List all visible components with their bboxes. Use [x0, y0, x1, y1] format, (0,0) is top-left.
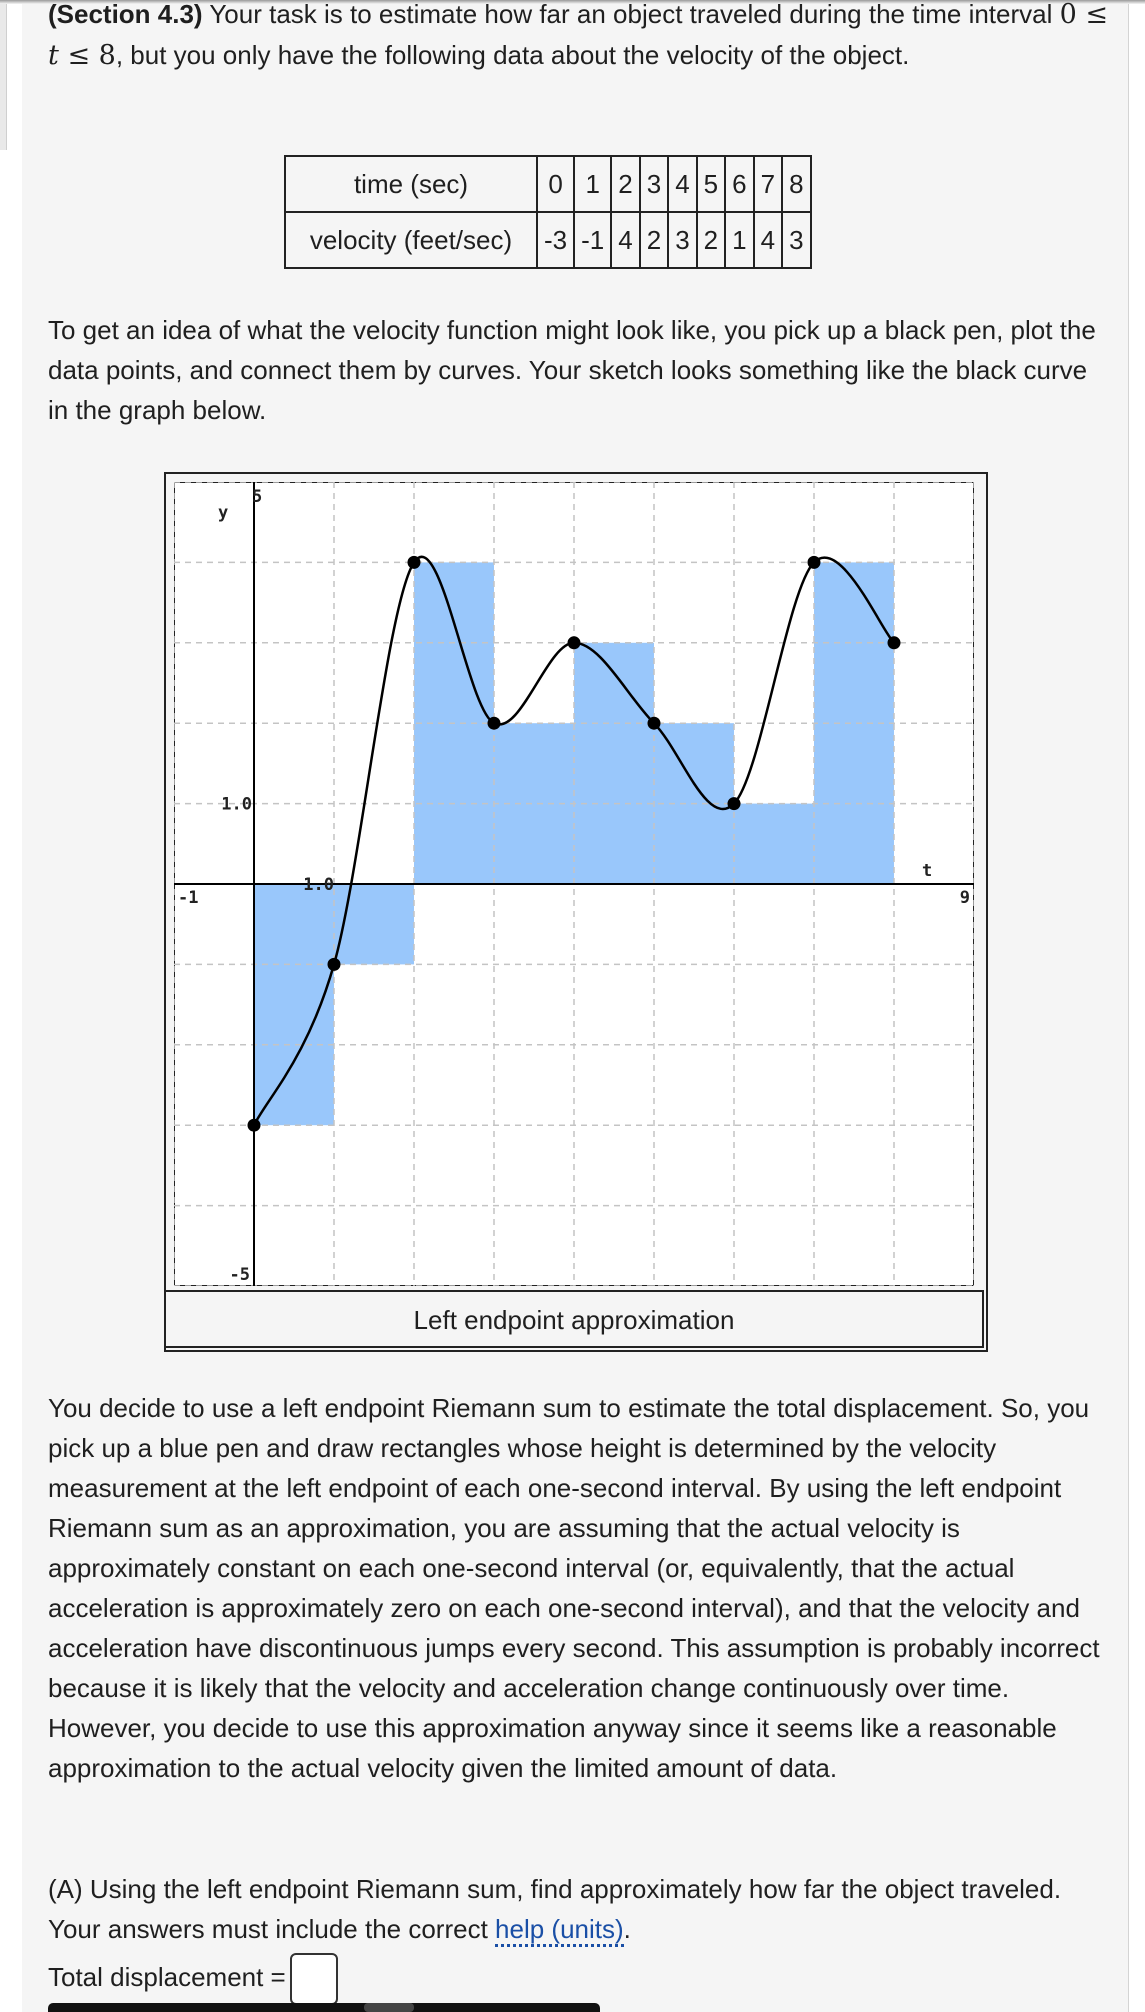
data-point: [888, 636, 901, 649]
x-max-label: 9: [959, 888, 970, 908]
time-row: [285, 156, 811, 212]
time-cell: 6: [725, 156, 753, 212]
part-a-text: (A) Using the left endpoint Riemann sum, find approximately how far the object traveled. Your answers must include the correct: [48, 1874, 1062, 1944]
right-gutter: [1129, 0, 1145, 2012]
time-cell: 8: [782, 156, 810, 212]
bottom-toolbar: [48, 2003, 600, 2012]
sketch-paragraph: To get an idea of what the velocity function might look like, you pick up a black pen, plot the data points, and connect them by curves. Your sketch looks something like the black curve in the graph below.: [48, 315, 1096, 425]
intro-text-2: , but you only have the following data about the velocity of the object.: [115, 40, 910, 70]
data-point: [248, 1119, 261, 1132]
section-label: (Section 4.3): [48, 0, 203, 29]
data-point: [488, 717, 501, 730]
data-point: [408, 556, 421, 569]
intro-paragraph: [48, 0, 1108, 76]
left-gutter: [0, 0, 23, 2012]
riemann-sum-graph: [174, 482, 974, 1286]
y-max-label: 5: [252, 487, 263, 507]
gutter-marker: [0, 0, 7, 150]
riemann-rectangle: [734, 804, 814, 884]
time-cell: 0: [537, 156, 574, 212]
x-axis-title: t: [922, 861, 933, 881]
part-a-question: [48, 1869, 1108, 1949]
velocity-data-table: [284, 155, 812, 269]
data-point: [648, 717, 661, 730]
math-le-1: ≤: [1076, 0, 1109, 30]
data-point: [808, 556, 821, 569]
time-cell: 5: [697, 156, 725, 212]
velocity-cell: 3: [668, 212, 696, 268]
velocity-cell: 2: [640, 212, 668, 268]
velocity-row-label: velocity (feet/sec): [285, 212, 537, 268]
velocity-row: [285, 212, 811, 268]
data-point: [328, 958, 341, 971]
toolbar-handle[interactable]: [364, 2003, 414, 2012]
math-eight: 8: [98, 40, 116, 71]
velocity-cell: 2: [697, 212, 725, 268]
total-displacement-input[interactable]: [290, 1953, 338, 2005]
time-cell: 4: [668, 156, 696, 212]
explanation-paragraph: You decide to use a left endpoint Riemann sum to estimate the total displacement. So, you pick up a blue pen and draw rectangles whose height is determined by the velocity measurement at the left endpoint of each one-second interval. By using the left endpoint Riemann sum as an approximation, you are assuming that the actual velocity is approximately constant on each one-second interval (or, equivalently, that the actual acceleration is approximately zero on each one-second interval), and that the velocity and acceleration have discontinuous jumps every second. This assumption is probably incorrect because it is likely that the velocity and acceleration change continuously over time. However, you decide to use this approximation anyway since it seems like a reasonable approximation to the actual velocity given the limited amount of data.: [48, 1393, 1100, 1783]
riemann-rectangle: [574, 643, 654, 884]
velocity-cell: -1: [574, 212, 611, 268]
answer-row: [48, 1953, 1108, 2003]
time-row-label: time (sec): [285, 156, 537, 212]
graph-caption: Left endpoint approximation: [164, 1290, 984, 1348]
part-a-period: .: [623, 1914, 631, 1944]
y-min-label: -5: [229, 1265, 250, 1285]
velocity-cell: 4: [611, 212, 639, 268]
velocity-cell: -3: [537, 212, 574, 268]
y-axis-title: y: [218, 503, 229, 524]
answer-label: Total displacement =: [48, 1961, 286, 1992]
time-cell: 1: [574, 156, 611, 212]
velocity-cell: 1: [725, 212, 753, 268]
riemann-rectangle: [334, 884, 414, 964]
time-cell: 2: [611, 156, 639, 212]
math-t: t: [48, 40, 59, 71]
time-cell: 7: [754, 156, 782, 212]
x-min-label: -1: [178, 888, 199, 908]
intro-text-1: Your task is to estimate how far an object traveled during the time interval: [202, 0, 1060, 29]
velocity-cell: 4: [754, 212, 782, 268]
data-point: [728, 797, 741, 810]
data-point: [568, 636, 581, 649]
x-tick-label: 1.0: [303, 875, 334, 895]
math-le-2: ≤: [58, 40, 99, 71]
velocity-cell: 3: [782, 212, 810, 268]
time-cell: 3: [640, 156, 668, 212]
help-units-link[interactable]: help (units): [495, 1914, 624, 1947]
math-zero: 0: [1059, 0, 1077, 30]
y-tick-label: 1.0: [221, 794, 252, 815]
